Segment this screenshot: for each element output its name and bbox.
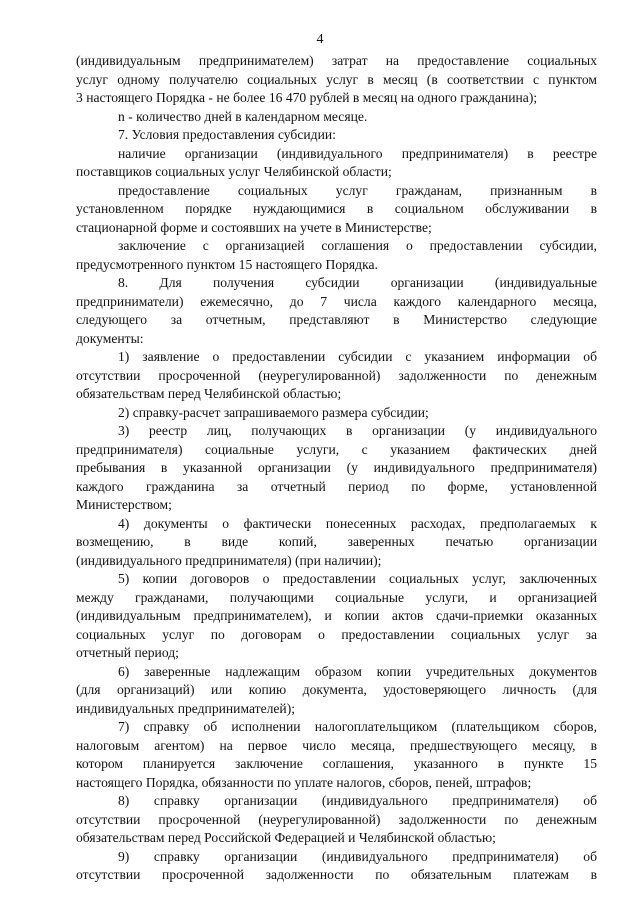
text-line: отсутствии просроченной задолженности по обязательным платежам в: [76, 867, 597, 882]
text-line: социальных услуг по договорам о предоставлении социальных услуг за: [76, 626, 597, 642]
text-line: 8) справку организации (индивидуального предпринимателя) об: [118, 793, 597, 808]
text-line: предусмотренного пунктом 15 настоящего Порядка.: [76, 256, 378, 272]
page-number: 4: [316, 32, 324, 47]
text-line: отчетный период;: [76, 645, 179, 660]
text-line: Министерством;: [76, 497, 172, 512]
text-line: поставщиков социальных услуг Челябинской области;: [76, 164, 392, 179]
text-line: возмещению, в виде копий, заверенных печатью организации: [76, 534, 597, 549]
text-line: предприниматели) ежемесячно, до 7 числа каждого календарного месяца,: [76, 293, 597, 309]
text-line: каждого гражданина за отчетный период по форме, установленной: [76, 478, 597, 494]
text-line: n - количество дней в календарном месяце.: [118, 108, 368, 124]
text-line: предпринимателя) социальные услуги, с указанием фактических дней: [76, 441, 597, 457]
text-line: 1) заявление о предоставлении субсидии с указанием информации об: [118, 349, 597, 364]
text-line: 7) справку об исполнении налогоплательщиком (плательщиком сборов,: [118, 719, 597, 734]
text-line: индивидуальных предпринимателей);: [76, 700, 296, 716]
document-body: [76, 52, 597, 885]
text-line: услуг одному получателю социальных услуг в месяц (в соответствии с пунктом: [76, 71, 597, 87]
text-line: налоговым агентом) на первое число месяца, предшествующего месяцу, в: [76, 737, 597, 753]
text-line: 7. Условия предоставления субсидии:: [118, 127, 336, 142]
text-line: пребывания в указанной организации (у индивидуального предпринимателя): [76, 460, 597, 475]
text-line: стационарной форме и состоявших на учете в Министерстве;: [76, 219, 432, 235]
text-line: (индивидуального предпринимателя) (при наличии);: [76, 552, 382, 568]
text-line: 4) документы о фактически понесенных расходах, предполагаемых к: [118, 515, 597, 531]
text-line: отсутствии просроченной (неурегулированной) задолженности по денежным: [76, 367, 597, 383]
text-line: 3 настоящего Порядка - не более 16 470 рублей в месяц на одного гражданина);: [76, 90, 538, 105]
text-line: 2) справку-расчет запрашиваемого размера субсидии;: [118, 404, 429, 420]
text-line: предоставление социальных услуг гражданам, признанным в: [118, 182, 597, 198]
text-line: между гражданами, получающими социальные услуги, и организацией: [76, 589, 597, 605]
text-line: заключение с организацией соглашения о предоставлении субсидии,: [118, 238, 597, 253]
text-line: документы:: [76, 330, 144, 346]
text-line: обязательствам перед Челябинской областью;: [76, 386, 342, 401]
text-line: 6) заверенные надлежащим образом копии учредительных документов: [118, 663, 597, 679]
text-line: 8. Для получения субсидии организации (индивидуальные: [118, 275, 597, 290]
text-line: обязательствам перед Российской Федерацией и Челябинской областью;: [76, 830, 496, 845]
text-line: установленном порядке нуждающимися в социальном обслуживании в: [76, 201, 597, 216]
text-line: (индивидуальным предпринимателем), и копии актов сдачи-приемки оказанных: [76, 608, 597, 623]
text-line: 5) копии договоров о предоставлении социальных услуг, заключенных: [118, 571, 597, 586]
text-line: настоящего Порядка, обязанности по уплате налогов, сборов, пеней, штрафов;: [76, 774, 532, 790]
text-line: наличие организации (индивидуального предпринимателя) в реестре: [118, 145, 597, 161]
text-line: отсутствии просроченной (неурегулированной) задолженности по денежным: [76, 811, 597, 827]
text-line: 3) реестр лиц, получающих в организации (у индивидуального: [118, 423, 597, 438]
text-line: (индивидуальным предпринимателем) затрат на предоставление социальных: [76, 53, 597, 68]
text-line: следующего за отчетным, представляют в Министерство следующие: [76, 312, 597, 327]
text-line: 9) справку организации (индивидуального предпринимателя) об: [118, 848, 597, 864]
text-line: (для организаций) или копию документа, удостоверяющего личность (для: [76, 682, 597, 697]
text-line: котором планируется заключение соглашения, указанного в пункте 15: [76, 756, 597, 771]
